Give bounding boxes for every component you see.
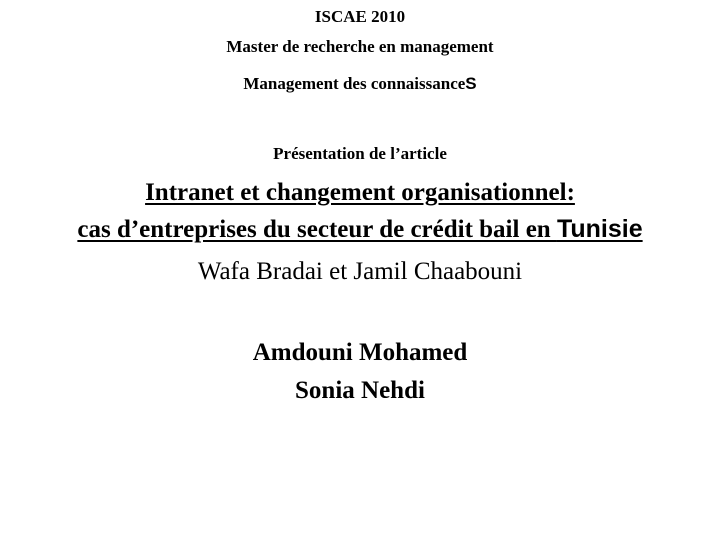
course-title-main: Management des connaissance bbox=[243, 74, 466, 93]
program-title: Master de recherche en management bbox=[226, 37, 494, 56]
presenter-1: Amdouni Mohamed bbox=[252, 339, 468, 366]
presentation-label: Présentation de l’article bbox=[273, 144, 447, 163]
presenter-2: Sonia Nehdi bbox=[295, 377, 425, 404]
institution-year: ISCAE 2010 bbox=[314, 7, 406, 26]
article-title-line-1: Intranet et changement organisationnel: bbox=[145, 179, 575, 206]
article-title-line-2 bbox=[0, 217, 720, 242]
article-title-line-2-main: cas d’entreprises du secteur de crédit bail en bbox=[77, 216, 557, 243]
article-title-line-2-tail: Tunisie bbox=[556, 215, 643, 243]
article-authors: Wafa Bradai et Jamil Chaabouni bbox=[197, 258, 523, 285]
course-title-tail: S bbox=[465, 74, 477, 93]
course-title bbox=[0, 75, 720, 92]
